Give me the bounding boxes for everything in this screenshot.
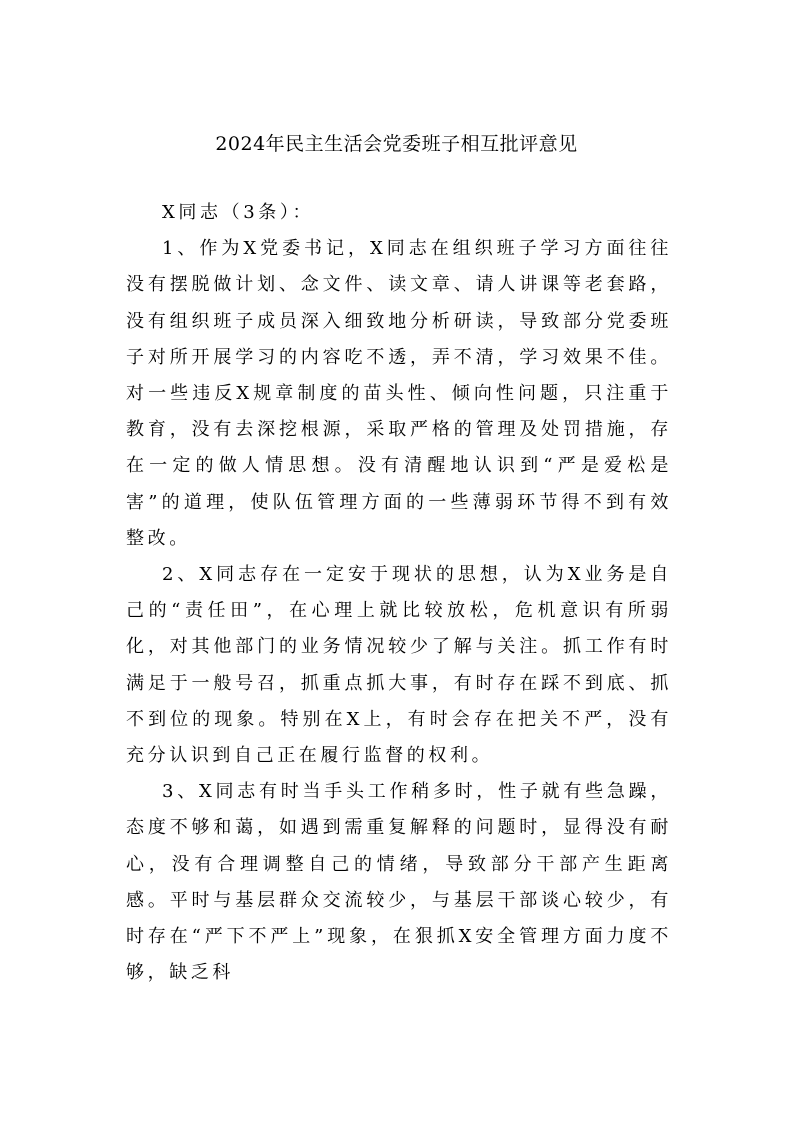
paragraph-1: 1、作为X党委书记，X同志在组织班子学习方面往往没有摆脱做计划、念文件、读文章、请人讲课等老套路，没有组织班子成员深入细致地分析研读，导致部分党委班子对所开展学习的内容吃不透，弄不清，学习效果不佳。对一些违反X规章制度的苗头性、倾向性问题，只注重于教育，没有去深挖根源，采取严格的管理及处罚措施，存在一定的做人情思想。没有清醒地认识到“严是爱松是害”的道理，使队伍管理方面的一些薄弱环节得不到有效整改。 <box>126 238 672 549</box>
paragraph-2: 2、X同志存在一定安于现状的思想，认为X业务是自己的“责任田”，在心理上就比较放松，危机意识有所弱化，对其他部门的业务情况较少了解与关注。抓工作有时满足于一般号召，抓重点抓大事，有时存在踩不到底、抓不到位的现象。特别在X上，有时会存在把关不严，没有充分认识到自己正在履行监督的权利。 <box>126 564 672 767</box>
document-body <box>126 195 672 991</box>
document-title: 2024年民主生活会党委班子相互批评意见 <box>215 133 578 155</box>
section-heading: X同志（3条）： <box>162 202 315 223</box>
paragraph-3: 3、X同志有时当手头工作稍多时，性子就有些急躁，态度不够和蔼，如遇到需重复解释的问题时，显得没有耐心，没有合理调整自己的情绪，导致部分干部产生距离感。平时与基层群众交流较少，与基层干部谈心较少，有时存在“严下不严上”现象，在狠抓X安全管理方面力度不够，缺乏科 <box>126 781 672 984</box>
